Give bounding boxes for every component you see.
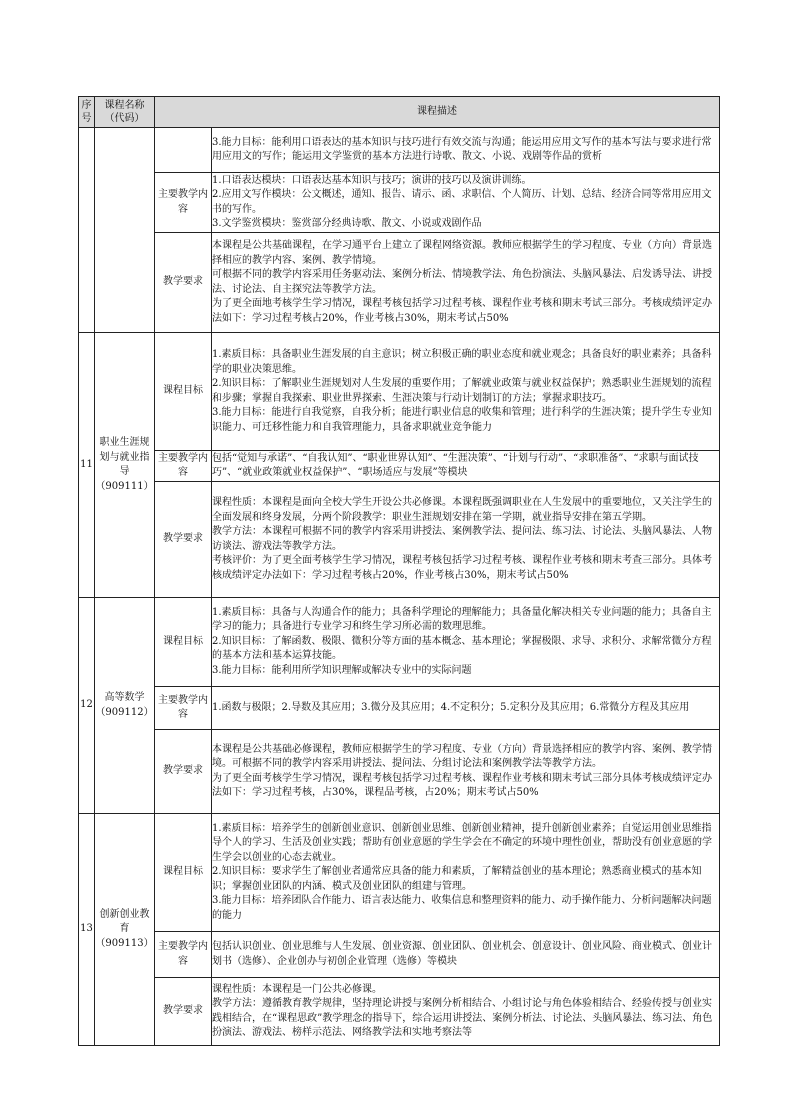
objective-label: 课程目标: [155, 814, 212, 932]
cont-content-desc: [212, 173, 720, 233]
desc-line: 1.函数与极限；2.导数及其应用；3.微分及其应用；4.不定积分；5.定积分及其应用；6.常微分方程及其应用: [212, 701, 690, 713]
desc-line: 为了更全面地考核学生学习情况，课程考核包括学习过程考核、课程作业考核和期末考试三部分。考核成绩评定办法如下：学习过程考核占20%，作业考核占30%，期末考试占50%: [212, 298, 712, 324]
course-content-desc: [212, 451, 720, 482]
course-code: （909111）: [95, 480, 154, 492]
desc-line: 课程性质：本课程是面向全校大学生开设公共必修课。本课程既强调职业在人生发展中的重要地位，又关注学生的全面发展和终身发展，分两个阶段教学：职业生涯规划安排在第一学期，就业指导安排在第五学期。: [212, 497, 712, 523]
course-13-content-row: [79, 932, 720, 978]
course-12-requirement-row: [79, 730, 720, 814]
desc-line: 包括认识创业、创业思维与人生发展、创业资源、创业团队、创业机会、创意设计、创业风险、商业模式、创业计划书（选修）、企业创办与初创企业管理（选修）等模块: [212, 941, 712, 967]
course-objective-desc: [212, 598, 720, 687]
course-name-cell: [95, 814, 155, 1046]
course-name: 创新创业教育: [99, 908, 150, 935]
course-code: （909113）: [95, 937, 154, 949]
desc-line: 1.素质目标：具备职业生涯发展的自主意识；树立积极正确的职业态度和就业观念；具备良好的职业素养；具备科学的职业决策思维。: [212, 349, 712, 375]
course-13-requirement-row: [79, 978, 720, 1046]
course-name: 职业生涯规划与就业指导: [99, 437, 150, 477]
course-objective-desc: [212, 333, 720, 451]
course-11-requirement-row: [79, 482, 720, 598]
desc-line: 1.素质目标：具备与人沟通合作的能力；具备科学理论的理解能力；具备量化解决相关专业问题的能力；具备自主学习的能力；具备进行专业学习和终生学习所必需的数理思维。: [212, 606, 712, 633]
desc-line: 教学方法：本课程可根据不同的教学内容采用讲授法、案例教学法、提问法、练习法、讨论法、头脑风暴法、人物访谈法、游戏法等教学方法。: [212, 526, 712, 552]
cont-requirement-row: [79, 233, 720, 333]
course-number: 13: [79, 814, 95, 1046]
header-course-name: 课程名称（代码）: [95, 97, 155, 128]
desc-line: 3.能力目标：能进行自我觉察，自我分析；能进行职业信息的收集和管理；进行科学的生涯决策；提升学生专业知识能力、可迁移性能力和自我管理能力，具备求职就业竞争能力: [212, 407, 712, 433]
course-requirement-desc: [212, 482, 720, 598]
cont-objective-row: [79, 128, 720, 173]
desc-line: 2.应用文写作模块：公文概述，通知、报告、请示、函、求职信、个人简历、计划、总结、经济合同等常用应用文书的写作。: [212, 189, 712, 215]
course-requirement-desc: [212, 978, 720, 1046]
course-12-objective-row: [79, 598, 720, 687]
desc-line: 1.素质目标：培养学生的创新创业意识、创新创业思维、创新创业精神，提升创新创业素养；自觉运用创业思维指导个人的学习、生活及创业实践；帮助有创业意愿的学生学会在不确定的环境中理性创业，帮助没有创业意愿的学生学会以创业的心态去就业。: [212, 822, 712, 863]
course-content-desc: [212, 932, 720, 978]
course-12-content-row: [79, 687, 720, 730]
course-13-objective-row: [79, 814, 720, 932]
requirement-label: 教学要求: [155, 482, 212, 598]
desc-line: 2.知识目标：了解职业生涯规划对人生发展的重要作用；了解就业政策与就业权益保护；熟悉职业生涯规划的流程和步骤；掌握自我探索、职业世界探索、生涯决策与行动计划制订的方法；掌握求职技巧。: [212, 378, 712, 404]
course-name-cell: [95, 598, 155, 814]
desc-line: 本课程是公共基础课程，在学习通平台上建立了课程网络资源。教师应根据学生的学习程度、专业（方向）背景选择相应的教学内容、案例、教学情境。: [212, 240, 712, 266]
content-label: 主要教学内容: [155, 451, 212, 482]
course-content-desc: [212, 687, 720, 730]
objective-label: 课程目标: [155, 333, 212, 451]
desc-line: 课程性质：本课程是一门公共必修课。: [212, 983, 382, 995]
course-number: 11: [79, 333, 95, 598]
desc-line: 考核评价：为了更全面考核学生学习情况，课程考核包括学习过程考核、课程作业考核和期末考查三部分。具体考核成绩评定办法如下：学习过程考核占20%，作业考核占30%，期末考试占50%: [212, 555, 712, 581]
desc-line: 2.知识目标：了解函数、极限、微积分等方面的基本概念、基本理论；掌握极限、求导、求积分、求解常微分方程的基本方法和基本运算技能。: [212, 635, 712, 662]
requirement-label: 教学要求: [155, 730, 212, 814]
desc-line: 3.能力目标：能利用口语表达的基本知识与技巧进行有效交流与沟通；能运用应用文写作的基本写法与要求进行常用应用文的写作；能运用文学鉴赏的基本方法进行诗歌、散文、小说、戏剧等作品的赏析: [212, 136, 712, 162]
desc-line: 本课程是公共基础必修课程，教师应根据学生的学习程度、专业（方向）背景选择相应的教学内容、案例、教学情境。可根据不同的教学内容采用讲授法、提问法、分组讨论法和案例教学法等教学方法。: [212, 743, 712, 769]
cont-name-cell: [95, 128, 155, 333]
course-requirement-desc: [212, 730, 720, 814]
content-label: 主要教学内容: [155, 687, 212, 730]
course-code: （909112）: [95, 706, 154, 718]
table-header-row: [79, 97, 720, 128]
desc-line: 为了更全面考核学生学习情况，课程考核包括学习过程考核、课程作业考核和期末考试三部分具体考核成绩评定办法如下：学习过程考核，占30%，课程品考核，占20%；期末考试占50%: [212, 772, 712, 798]
requirement-label: 教学要求: [155, 978, 212, 1046]
header-seq: 序号: [79, 97, 95, 128]
course-number: 12: [79, 598, 95, 814]
desc-line: 包括“觉知与承诺”、“自我认知”、“职业世界认知”、“生涯决策”、“计划与行动”、“求职准备”、“求职与面试技巧”、“就业政策就业权益保护”、“职场适应与发展”等模块: [212, 452, 699, 478]
content-label: 主要教学内容: [155, 932, 212, 978]
cont-objective-label: [155, 128, 212, 173]
desc-line: 3.文学鉴赏模块：鉴赏部分经典诗歌、散文、小说或戏剧作品: [212, 218, 482, 229]
desc-line: 可根据不同的教学内容采用任务驱动法、案例分析法、情境教学法、角色扮演法、头脑风暴法、启发诱导法、讲授法、讨论法、自主探究法等教学方法。: [212, 269, 712, 295]
course-name-cell: [95, 333, 155, 598]
course-name: 高等数学: [104, 692, 145, 703]
content-label: 主要教学内容: [155, 173, 212, 233]
objective-label: 课程目标: [155, 598, 212, 687]
cont-number-cell: [79, 128, 95, 333]
course-objective-desc: [212, 814, 720, 932]
cont-requirement-desc: [212, 233, 720, 333]
course-table: [78, 96, 720, 1046]
desc-line: 3.能力目标：能利用所学知识理解或解决专业中的实际问题: [212, 664, 472, 676]
desc-line: 教学方法：遵循教育教学规律，坚持理论讲授与案例分析相结合、小组讨论与角色体验相结合、经验传授与创业实践相结合，在“课程思政”教学理念的指导下，综合运用讲授法、案例分析法、讨论法、头脑风暴法、练习法、角色扮演法、游戏法、榜样示范法、网络教学法和实地考察法等: [212, 998, 713, 1038]
course-11-content-row: [79, 451, 720, 482]
requirement-label: 教学要求: [155, 233, 212, 333]
desc-line: 3.能力目标：培养团队合作能力、语言表达能力、收集信息和整理资料的能力、动手操作能力、分析问题解决问题的能力: [212, 895, 712, 921]
cont-objective-desc: [212, 128, 720, 173]
course-11-objective-row: [79, 333, 720, 451]
desc-line: 1.口语表达模块：口语表达基本知识与技巧；演讲的技巧以及演讲训练。: [212, 174, 532, 186]
desc-line: 2.知识目标：要求学生了解创业者通常应具备的能力和素质，了解精益创业的基本理论；熟悉商业模式的基本知识；掌握创业团队的内涵、模式及创业团队的组建与管理。: [212, 866, 702, 892]
header-course-desc: 课程描述: [155, 97, 720, 128]
cont-content-row: [79, 173, 720, 233]
